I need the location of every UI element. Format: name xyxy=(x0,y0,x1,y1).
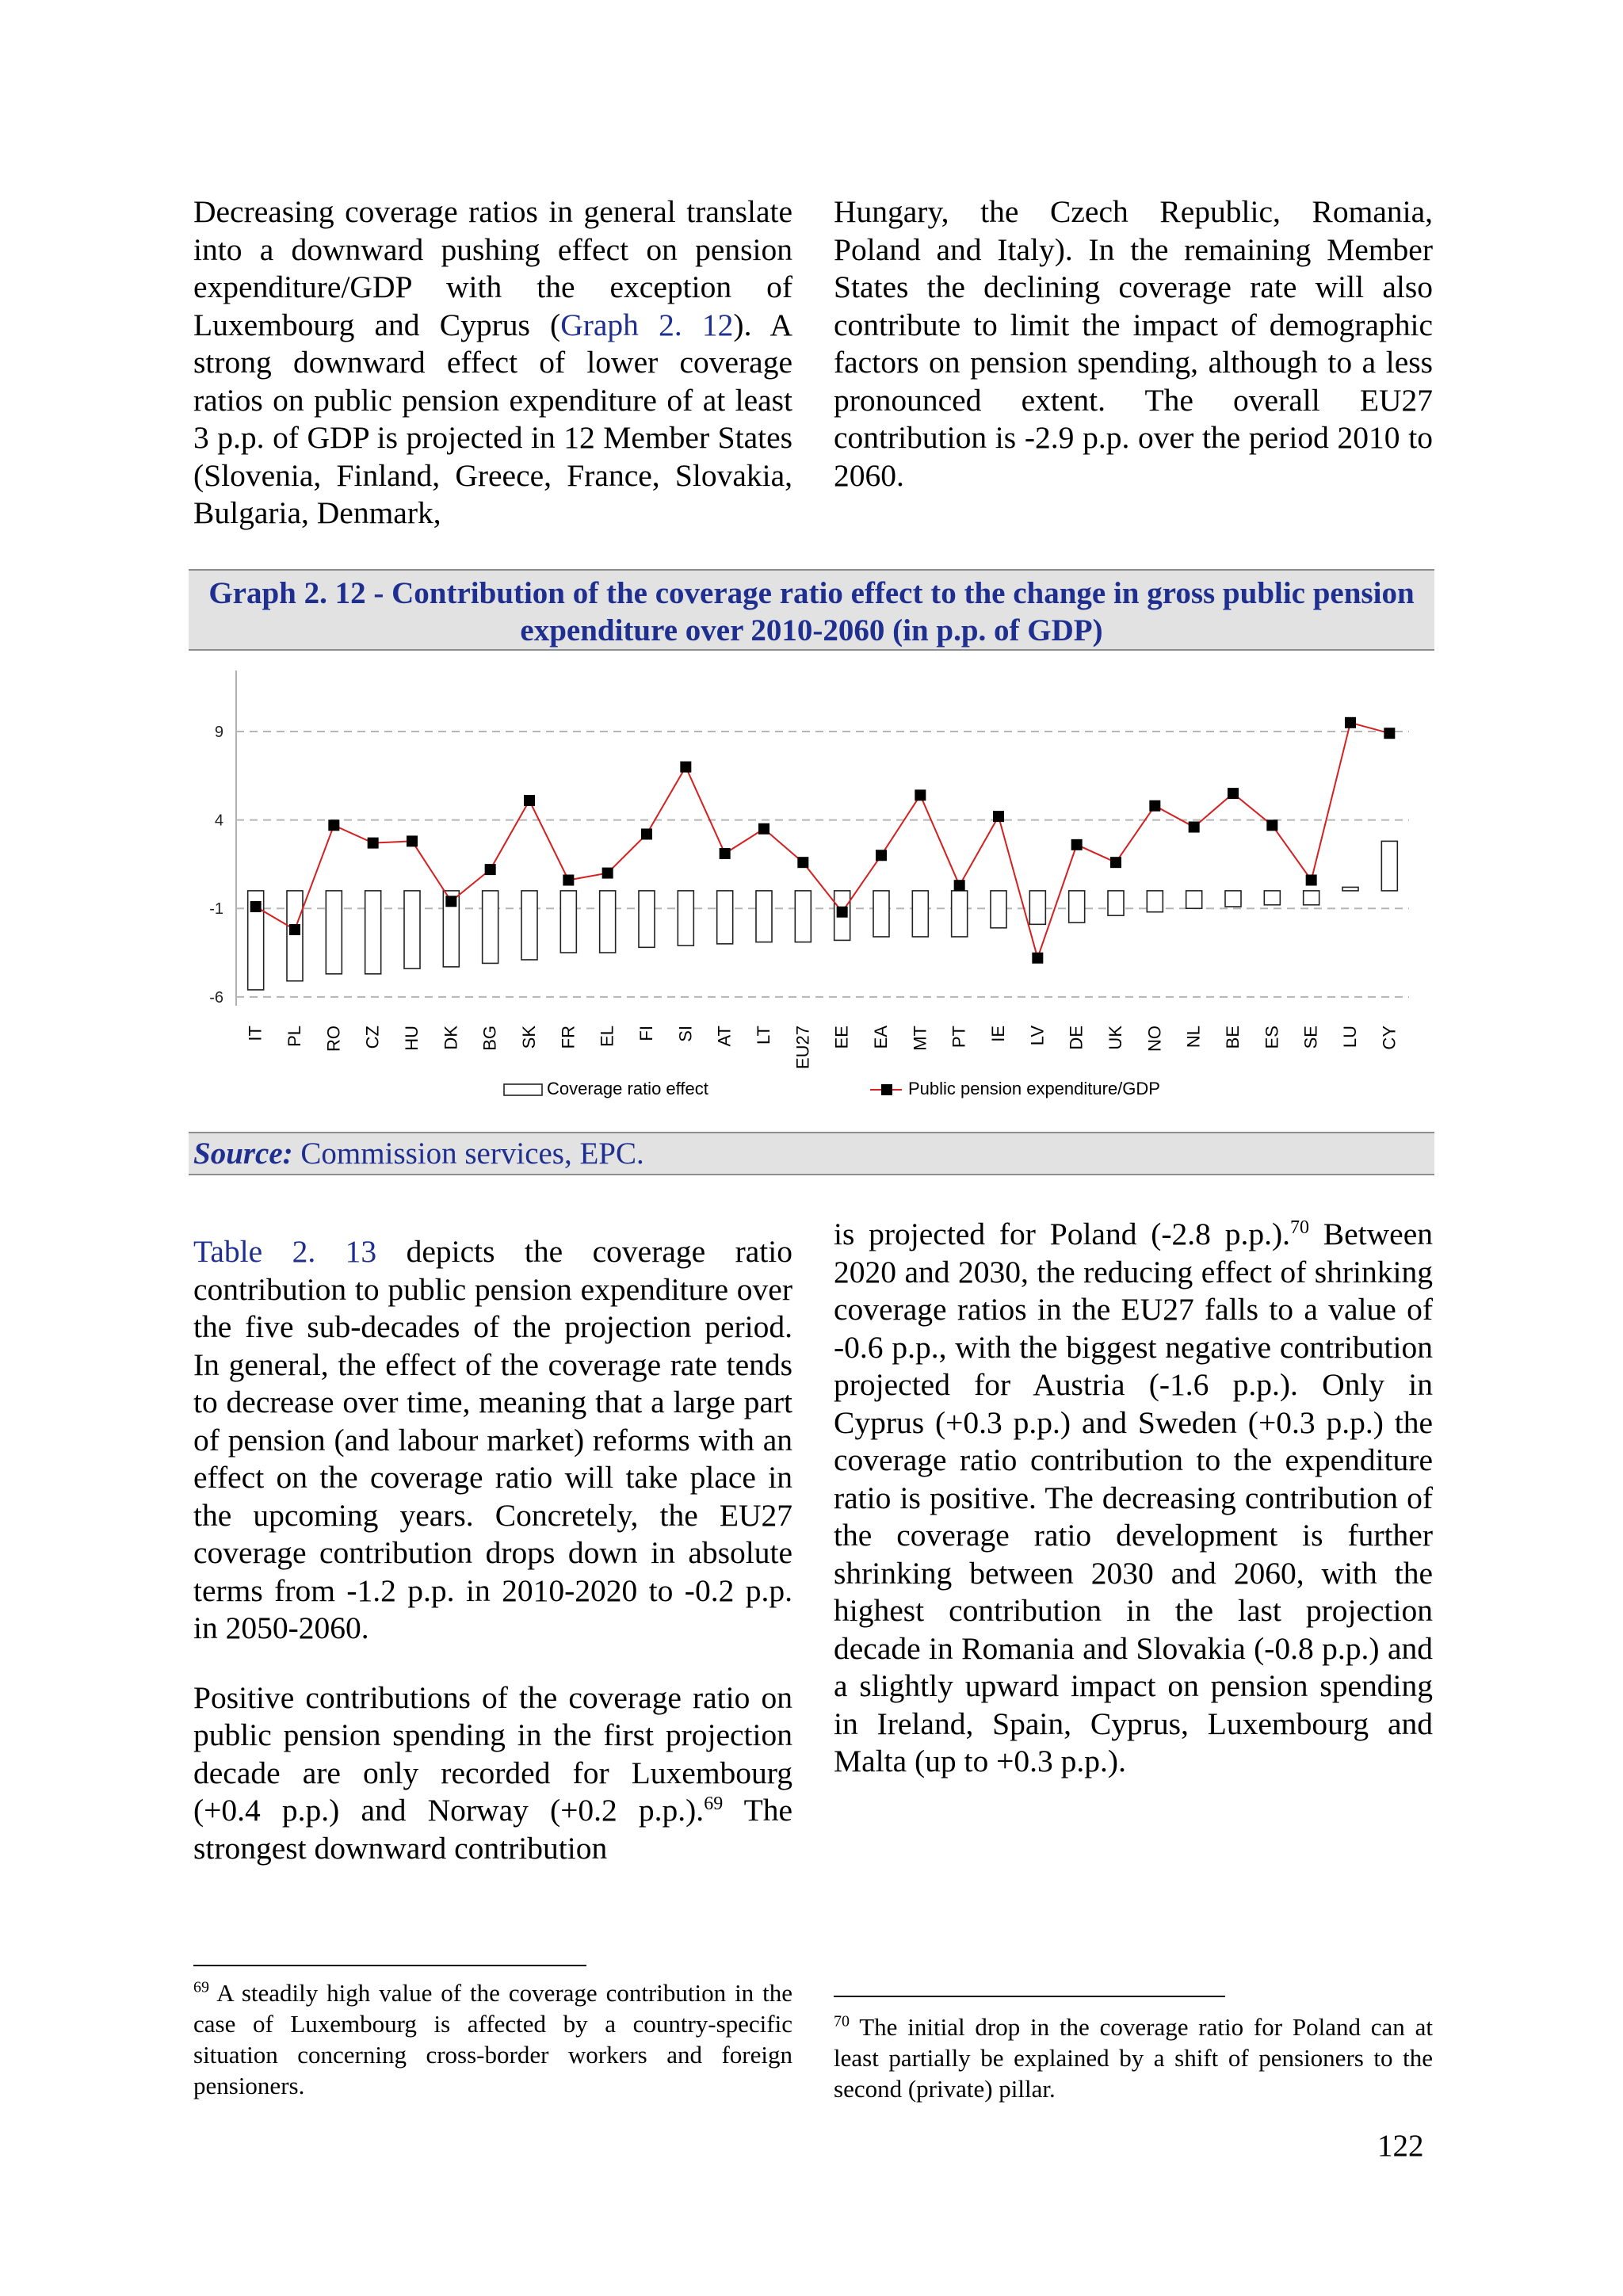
point-ie xyxy=(993,811,1004,822)
source-label: Source: xyxy=(193,1137,293,1171)
point-se xyxy=(1306,874,1317,885)
category-label: ES xyxy=(1262,1026,1282,1049)
point-sk xyxy=(524,795,535,806)
bar-pt xyxy=(952,891,968,937)
point-de xyxy=(1071,839,1083,850)
category-label: NL xyxy=(1183,1026,1204,1049)
footnote-ref-69[interactable]: 69 xyxy=(704,1793,724,1814)
y-tick-label: 4 xyxy=(214,812,223,830)
point-lt xyxy=(758,823,769,835)
chart-axes xyxy=(209,670,1409,1007)
bar-mt xyxy=(912,891,928,937)
graph-link[interactable]: Graph 2. 12 xyxy=(560,307,734,342)
point-no xyxy=(1149,800,1160,812)
point-fi xyxy=(641,828,652,839)
point-pt xyxy=(954,880,965,891)
point-eu27 xyxy=(797,857,808,868)
right-column-top xyxy=(834,193,1433,495)
y-tick-label: 9 xyxy=(214,723,223,741)
left-column-top xyxy=(193,193,792,533)
category-label: MT xyxy=(910,1026,930,1051)
category-label: PT xyxy=(949,1026,969,1049)
left-column-bottom xyxy=(193,1233,792,1867)
point-dk xyxy=(445,896,456,907)
bar-es xyxy=(1264,891,1280,905)
category-label: PL xyxy=(285,1026,304,1047)
right-column-bottom xyxy=(834,1216,1433,1781)
category-label: NO xyxy=(1144,1026,1165,1052)
bar-nl xyxy=(1186,891,1202,908)
page-number: 122 xyxy=(1377,2129,1424,2163)
point-it xyxy=(250,901,262,912)
category-label: DE xyxy=(1066,1026,1086,1050)
category-label: EE xyxy=(831,1026,852,1049)
point-be xyxy=(1228,788,1239,799)
category-label: BE xyxy=(1223,1026,1243,1049)
category-label: EL xyxy=(597,1026,617,1047)
chart-labels xyxy=(246,1026,1400,1069)
bar-si xyxy=(678,891,693,946)
category-label: EU27 xyxy=(792,1026,813,1070)
point-nl xyxy=(1189,822,1200,833)
category-label: EA xyxy=(871,1026,891,1049)
y-tick-label: -1 xyxy=(209,900,223,919)
bar-se xyxy=(1304,891,1319,905)
category-label: LU xyxy=(1340,1026,1360,1049)
category-label: CY xyxy=(1379,1026,1400,1050)
y-tick-label: -6 xyxy=(209,988,223,1007)
point-cz xyxy=(368,838,379,849)
bar-no xyxy=(1147,891,1163,912)
legend-bar-label: Coverage ratio effect xyxy=(547,1079,708,1098)
footnote-70: $^{70}$ The initial drop in the coverage ratio for Poland can at least partially be explained by a shift of pensioners to the second (private) pillar. xyxy=(834,2012,1433,2103)
point-at xyxy=(720,848,731,859)
point-bg xyxy=(485,864,496,875)
bar-hu xyxy=(404,891,420,968)
bar-fi xyxy=(639,891,655,947)
bar-cz xyxy=(365,891,381,974)
point-ee xyxy=(837,907,848,918)
footnote-ref-70[interactable]: 70 xyxy=(1290,1217,1309,1238)
bar-lu xyxy=(1342,887,1358,890)
paragraph-poland: is projected for Poland (-2.8 p.p.).$^{70}$ Between 2020 and 2030, the reducing effect of shrinking coverage ratios in the EU27 falls to a value of -0.6 p.p., with the biggest negative contribution projected for Austria (-1.6 p.p.). Only in Cyprus (+0.3 p.p.) and Sweden (+0.3 p.p.) the coverage ratio contribution to the expenditure ratio is positive. The decreasing contribution of the coverage ratio development is further shrinking between 2030 and 2060, with the highest contribution in the last projection decade in Romania and Slovakia (-0.8 p.p.) and a slightly upward impact on pension spending in Ireland, Spain, Cyprus, Luxembourg and Malta (up to +0.3 p.p.). xyxy=(834,1217,1433,1778)
bar-at xyxy=(717,891,733,944)
point-ro xyxy=(328,819,339,831)
category-label: UK xyxy=(1106,1026,1125,1050)
point-mt xyxy=(915,789,926,800)
category-label: FR xyxy=(558,1026,579,1049)
point-pl xyxy=(289,924,300,935)
bar-lt xyxy=(756,891,772,942)
coverage-ratio-chart xyxy=(189,656,1434,1125)
bar-lv xyxy=(1029,891,1045,924)
category-label: IE xyxy=(988,1026,1008,1042)
bar-eu27 xyxy=(795,891,811,942)
pension-expenditure-line xyxy=(256,723,1390,958)
bar-ie xyxy=(991,891,1006,928)
graph-title: Graph 2. 12 - Contribution of the coverage ratio effect to the change in gross public pension expenditure over 2010-2060 (in p.p. of GDP) xyxy=(189,569,1434,651)
category-label: SI xyxy=(675,1026,696,1042)
point-es xyxy=(1266,819,1277,831)
point-uk xyxy=(1110,857,1121,868)
chart-bars xyxy=(248,841,1398,990)
category-label: IT xyxy=(245,1026,265,1041)
bar-pl xyxy=(287,891,303,981)
category-label: CZ xyxy=(362,1026,383,1049)
point-lv xyxy=(1032,953,1043,964)
paragraph-coverage-intro: Decreasing coverage ratios in general translate into a downward pushing effect on pension expenditure/GDP with the exception of Luxembourg and Cyprus (Graph 2. 12). A strong downward effect of lower coverage ratios on public pension expenditure of at least 3 p.p. of GDP is projected in 12 Member States (Slovenia, Finland, Greece, France, Slovakia, Bulgaria, Denmark, xyxy=(193,194,792,530)
category-label: DK xyxy=(441,1026,461,1050)
category-label: AT xyxy=(714,1026,735,1047)
category-label: LT xyxy=(754,1026,773,1045)
source-text: Commission services, EPC. xyxy=(292,1137,644,1171)
category-label: SE xyxy=(1300,1026,1321,1049)
bar-uk xyxy=(1108,891,1124,915)
chart-legend xyxy=(504,1079,1160,1098)
point-ea xyxy=(876,850,887,861)
legend-bar-swatch xyxy=(504,1084,542,1095)
footnote-rule-right xyxy=(834,1996,1225,1997)
category-label: RO xyxy=(323,1026,344,1052)
legend-line-label: Public pension expenditure/GDP xyxy=(908,1079,1160,1098)
point-si xyxy=(680,762,691,773)
category-label: BG xyxy=(479,1026,500,1051)
category-label: SK xyxy=(519,1026,539,1049)
bar-cy xyxy=(1381,841,1397,891)
footnote-69: $^{69}$ A steadily high value of the coverage contribution in the case of Luxembourg is affected by a country-specific situation concerning cross-border workers and foreign pensioners. xyxy=(193,1978,792,2099)
point-el xyxy=(602,868,613,879)
footnote-rule-left xyxy=(193,1965,586,1966)
category-label: LV xyxy=(1027,1026,1048,1046)
bar-fr xyxy=(560,891,576,953)
paragraph-table-ref: Table 2. 13 depicts the coverage ratio contribution to public pension expenditure over the five sub-decades of the projection period. In general, the effect of the coverage rate tends to decrease over time, meaning that a large part of pension (and labour market) reforms with an effect on the coverage ratio will take place in the upcoming years. Concretely, the EU27 coverage contribution drops down in absolute terms from -1.2 p.p. in 2010-2020 to -0.2 p.p. in 2050-2060. xyxy=(193,1234,792,1645)
bar-ea xyxy=(873,891,889,937)
category-label: HU xyxy=(402,1026,422,1051)
bar-be xyxy=(1225,891,1241,907)
bar-sk xyxy=(521,891,537,960)
category-label: FI xyxy=(636,1026,656,1041)
table-link[interactable]: Table 2. 13 xyxy=(193,1234,377,1269)
graph-source xyxy=(189,1132,1434,1175)
point-hu xyxy=(407,835,418,846)
point-lu xyxy=(1345,717,1356,728)
point-cy xyxy=(1384,728,1395,739)
paragraph-coverage-cont: Hungary, the Czech Republic, Romania, Poland and Italy). In the remaining Member States the declining coverage rate will also contribute to limit the impact of demographic factors on pension spending, although to a less pronounced extent. The overall EU27 contribution is -2.9 p.p. over the period 2010 to 2060. xyxy=(834,194,1433,493)
bar-de xyxy=(1069,891,1085,923)
paragraph-positive-contrib: Positive contributions of the coverage ratio on public pension spending in the first projection decade are only recorded for Luxembourg (+0.4 p.p.) and Norway (+0.2 p.p.).$^{69}$ The strongest downward contribution xyxy=(193,1679,793,1866)
bar-ro xyxy=(326,891,342,974)
legend-marker-swatch xyxy=(881,1084,892,1095)
point-fr xyxy=(563,874,574,885)
chart-line xyxy=(250,717,1396,964)
bar-el xyxy=(600,891,616,953)
bar-bg xyxy=(483,891,498,964)
